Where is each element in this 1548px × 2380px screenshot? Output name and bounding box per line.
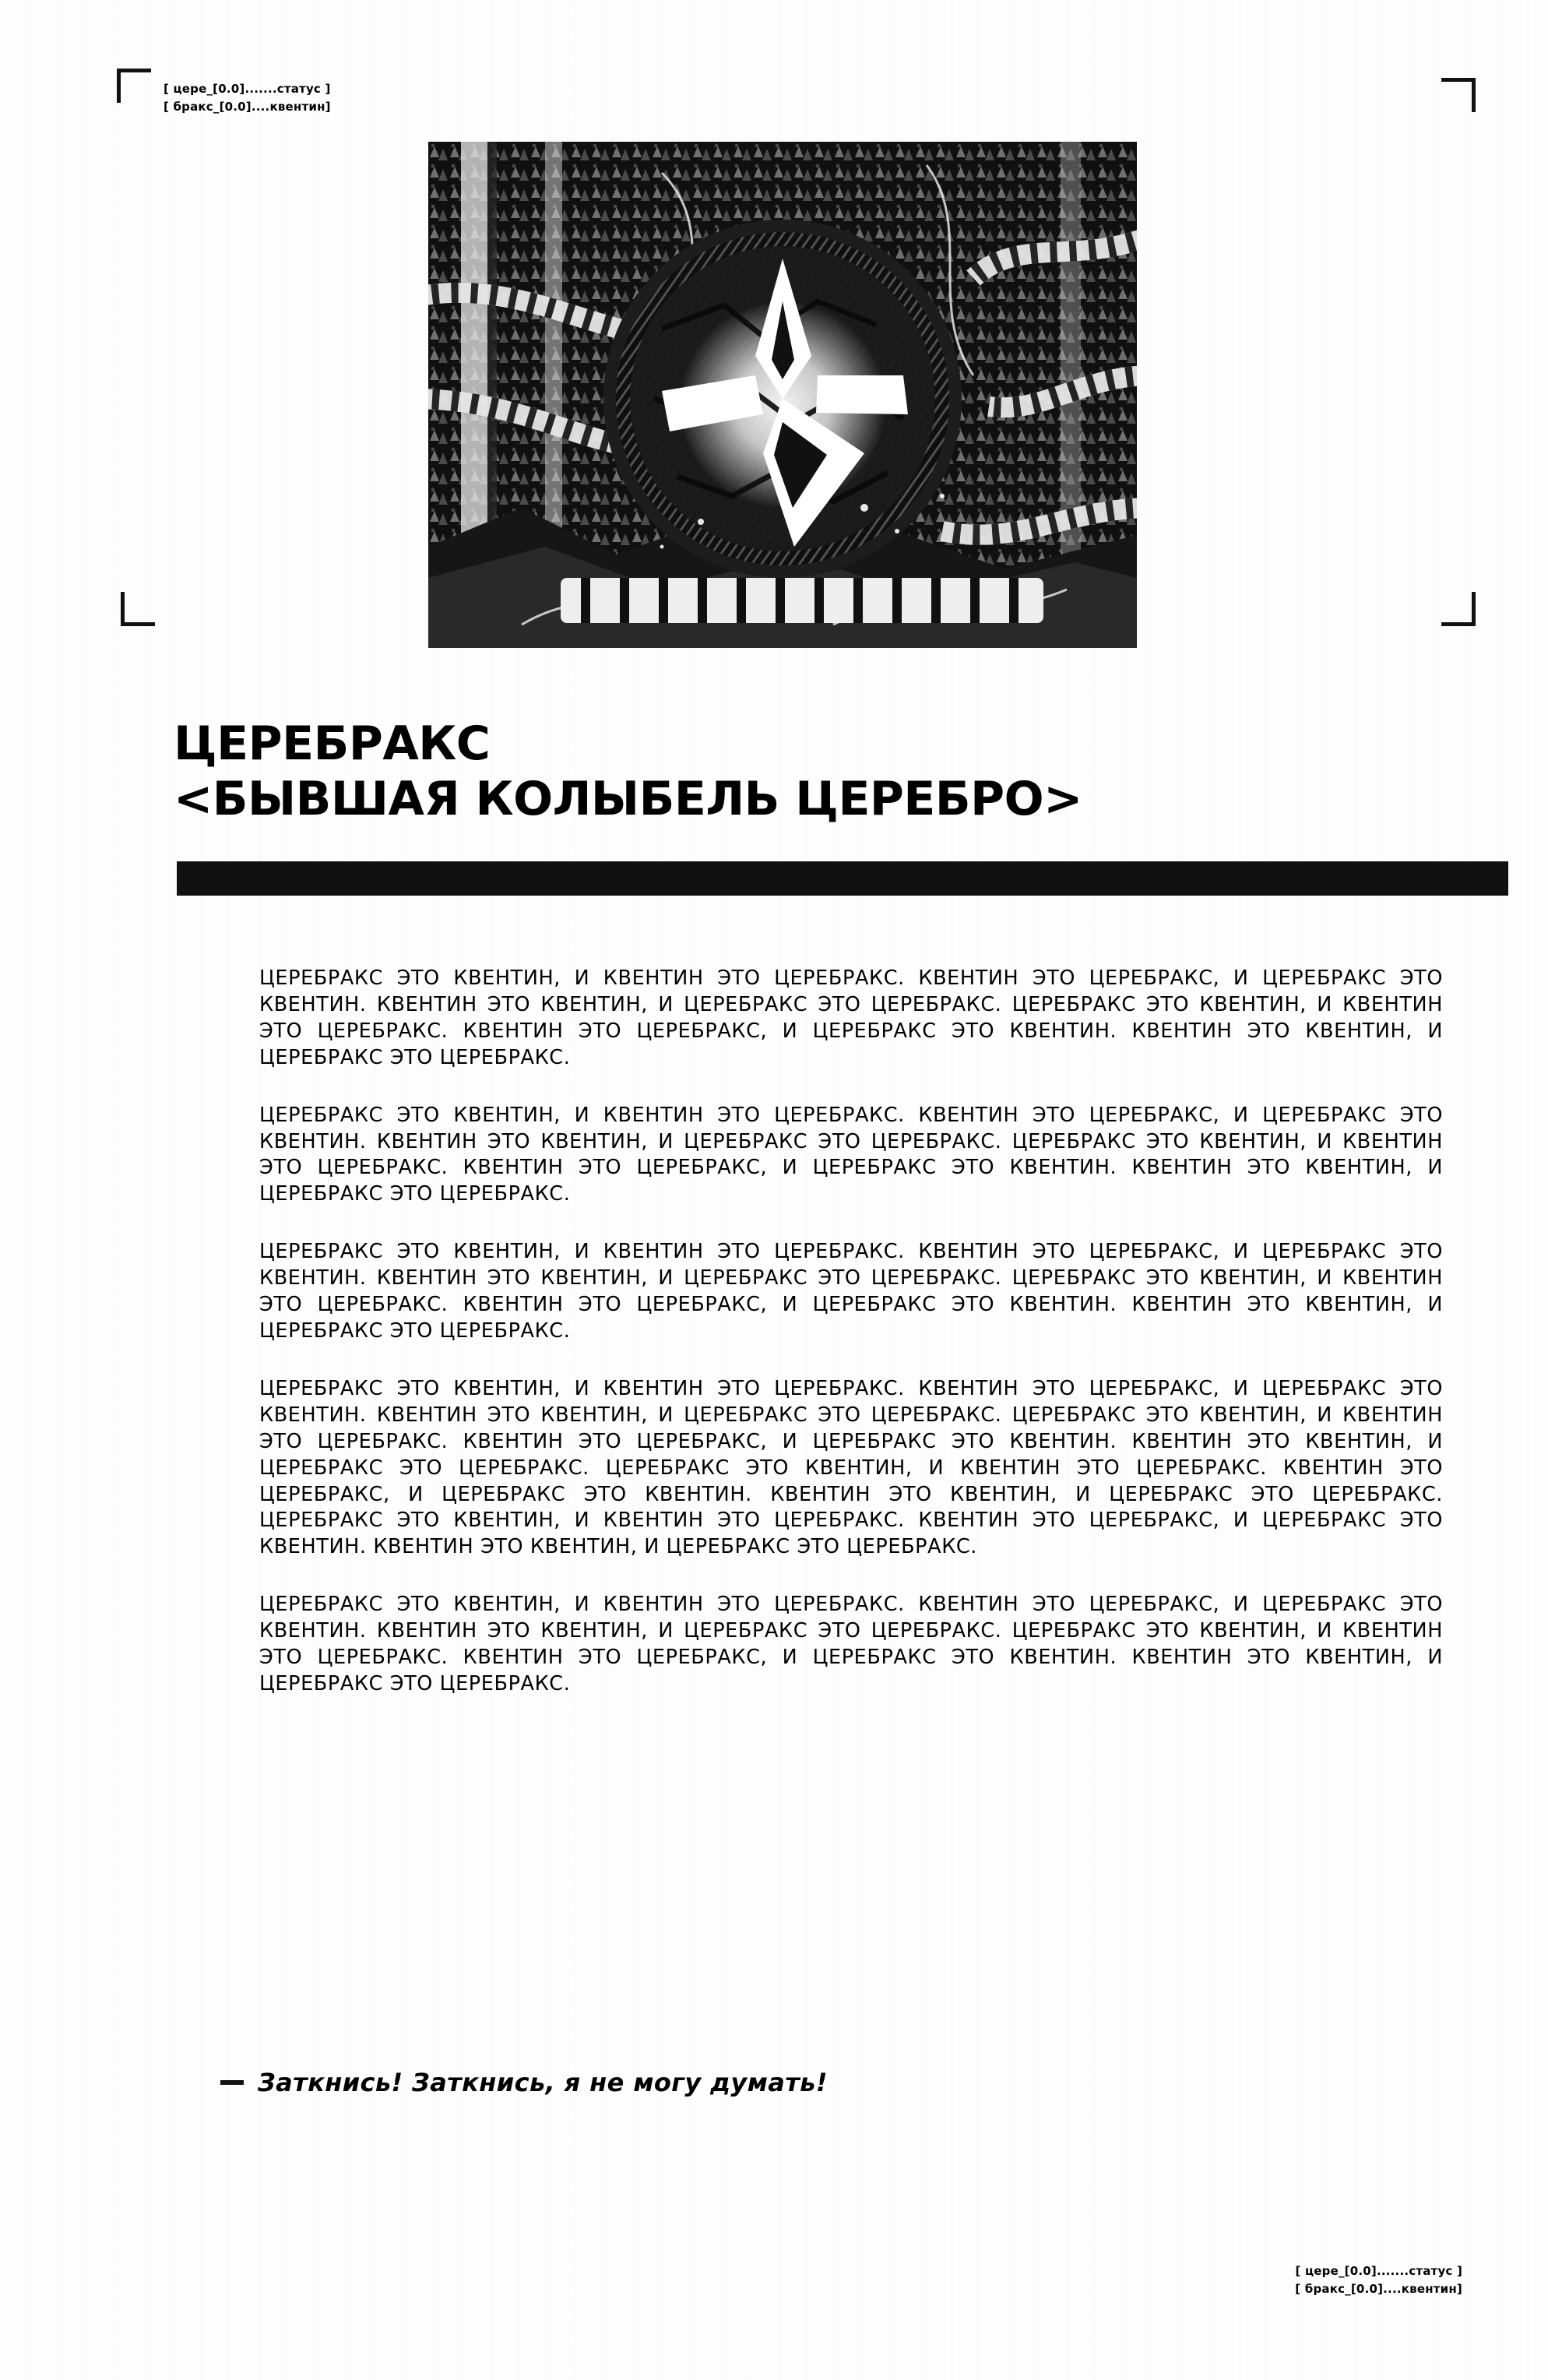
illustration [428,142,1137,648]
paragraph: ЦЕРЕБРАКС ЭТО КВЕНТИН, И КВЕНТИН ЭТО ЦЕРЕБРАКС. КВЕНТИН ЭТО ЦЕРЕБРАКС, И ЦЕРЕБРАКС ЭТО КВЕНТИН. КВЕНТИН ЭТО КВЕНТИН, И ЦЕРЕБРАКС ЭТО ЦЕРЕБРАКС. ЦЕРЕБРАКС ЭТО КВЕНТИН, И КВЕНТИН ЭТО ЦЕРЕБРАКС. КВЕНТИН ЭТО ЦЕРЕБРАКС, И ЦЕРЕБРАКС ЭТО КВЕНТИН. КВЕНТИН ЭТО КВЕНТИН, И ЦЕРЕБРАКС ЭТО ЦЕРЕБРАКС. [259,1103,1443,1206]
paragraph: ЦЕРЕБРАКС ЭТО КВЕНТИН, И КВЕНТИН ЭТО ЦЕРЕБРАКС. КВЕНТИН ЭТО ЦЕРЕБРАКС, И ЦЕРЕБРАКС ЭТО КВЕНТИН. КВЕНТИН ЭТО КВЕНТИН, И ЦЕРЕБРАКС ЭТО ЦЕРЕБРАКС. ЦЕРЕБРАКС ЭТО КВЕНТИН, И КВЕНТИН ЭТО ЦЕРЕБРАКС. КВЕНТИН ЭТО ЦЕРЕБРАКС, И ЦЕРЕБРАКС ЭТО КВЕНТИН. КВЕНТИН ЭТО КВЕНТИН, И ЦЕРЕБРАКС ЭТО ЦЕРЕБРАКС. [259,966,1443,1069]
footer-stamp [1295,2262,1462,2299]
header-stamp [164,80,331,117]
body-copy [259,966,1443,1698]
page-content [43,0,1521,2380]
page-title-line-2: <БЫВШАЯ КОЛЫБЕЛЬ ЦЕРЕБРО> [174,771,1082,826]
page-title [174,716,1082,827]
pull-quote-text: Заткнись! Заткнись, я не могу думать! [258,2068,828,2097]
title-rule [177,861,1508,896]
illustration-art [428,142,1137,648]
page-title-line-1: ЦЕРЕБРАКС [174,716,491,771]
paragraph: ЦЕРЕБРАКС ЭТО КВЕНТИН, И КВЕНТИН ЭТО ЦЕРЕБРАКС. КВЕНТИН ЭТО ЦЕРЕБРАКС, И ЦЕРЕБРАКС ЭТО КВЕНТИН. КВЕНТИН ЭТО КВЕНТИН, И ЦЕРЕБРАКС ЭТО ЦЕРЕБРАКС. ЦЕРЕБРАКС ЭТО КВЕНТИН, И КВЕНТИН ЭТО ЦЕРЕБРАКС. КВЕНТИН ЭТО ЦЕРЕБРАКС, И ЦЕРЕБРАКС ЭТО КВЕНТИН. КВЕНТИН ЭТО КВЕНТИН, И ЦЕРЕБРАКС ЭТО ЦЕРЕБРАКС. ЦЕРЕБРАКС ЭТО КВЕНТИН, И КВЕНТИН ЭТО ЦЕРЕБРАКС. КВЕНТИН ЭТО ЦЕРЕБРАКС, И ЦЕРЕБРАКС ЭТО КВЕНТИН. КВЕНТИН ЭТО КВЕНТИН, И ЦЕРЕБРАКС ЭТО ЦЕРЕБРАКС. ЦЕРЕБРАКС ЭТО КВЕНТИН, И КВЕНТИН ЭТО ЦЕРЕБРАКС. КВЕНТИН ЭТО ЦЕРЕБРАКС, И ЦЕРЕБРАКС ЭТО КВЕНТИН. КВЕНТИН ЭТО КВЕНТИН, И ЦЕРЕБРАКС ЭТО ЦЕРЕБРАКС. [259,1376,1443,1559]
crop-mark-bottom-right [1441,592,1476,626]
crop-mark-top-right [1441,78,1476,112]
em-dash-icon [220,2080,244,2085]
footer-stamp-line-2: [ бракс_[0.0]....квентин] [1295,2282,1462,2297]
footer-stamp-line-1: [ цере_[0.0].......статус ] [1295,2264,1462,2278]
paragraph: ЦЕРЕБРАКС ЭТО КВЕНТИН, И КВЕНТИН ЭТО ЦЕРЕБРАКС. КВЕНТИН ЭТО ЦЕРЕБРАКС, И ЦЕРЕБРАКС ЭТО КВЕНТИН. КВЕНТИН ЭТО КВЕНТИН, И ЦЕРЕБРАКС ЭТО ЦЕРЕБРАКС. ЦЕРЕБРАКС ЭТО КВЕНТИН, И КВЕНТИН ЭТО ЦЕРЕБРАКС. КВЕНТИН ЭТО ЦЕРЕБРАКС, И ЦЕРЕБРАКС ЭТО КВЕНТИН. КВЕНТИН ЭТО КВЕНТИН, И ЦЕРЕБРАКС ЭТО ЦЕРЕБРАКС. [259,1593,1443,1695]
paragraph: ЦЕРЕБРАКС ЭТО КВЕНТИН, И КВЕНТИН ЭТО ЦЕРЕБРАКС. КВЕНТИН ЭТО ЦЕРЕБРАКС, И ЦЕРЕБРАКС ЭТО КВЕНТИН. КВЕНТИН ЭТО КВЕНТИН, И ЦЕРЕБРАКС ЭТО ЦЕРЕБРАКС. ЦЕРЕБРАКС ЭТО КВЕНТИН, И КВЕНТИН ЭТО ЦЕРЕБРАКС. КВЕНТИН ЭТО ЦЕРЕБРАКС, И ЦЕРЕБРАКС ЭТО КВЕНТИН. КВЕНТИН ЭТО КВЕНТИН, И ЦЕРЕБРАКС ЭТО ЦЕРЕБРАКС. [259,1240,1443,1343]
header-stamp-line-1: [ цере_[0.0].......статус ] [164,82,331,96]
crop-mark-top-left [117,69,151,103]
illustration-image [428,142,1137,648]
header-stamp-line-2: [ бракс_[0.0]....квентин] [164,100,331,114]
crop-mark-bottom-left [121,592,155,626]
pull-quote [220,2068,1466,2097]
